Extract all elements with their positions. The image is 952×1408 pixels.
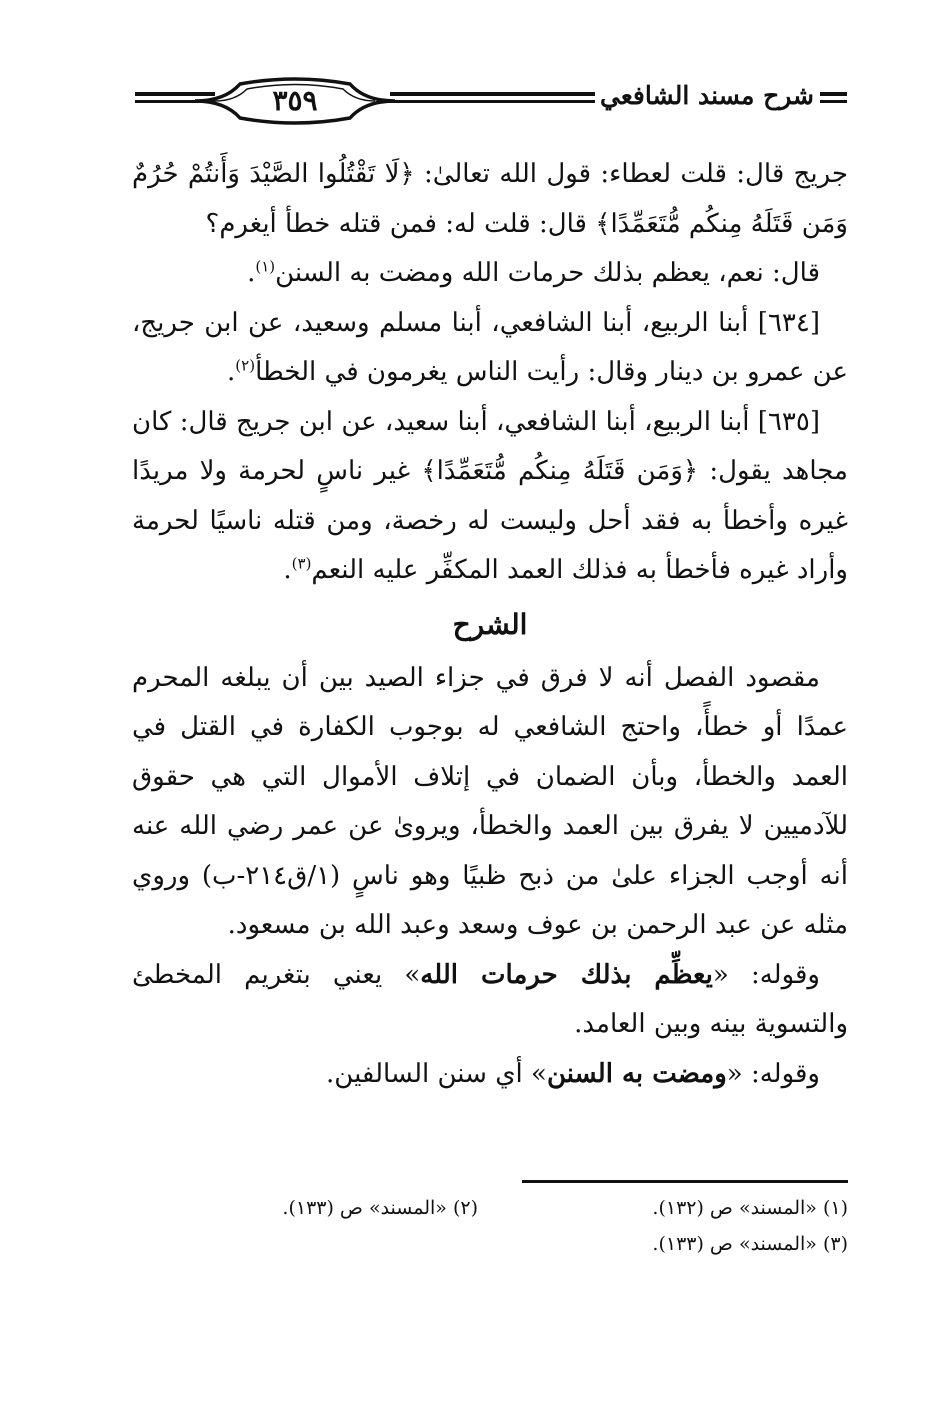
paragraph: [٦٣٤] أبنا الربيع، أبنا الشافعي، أبنا مسلم وسعيد، عن ابن جريج، عن عمرو بن دينار وقال: رأيت الناس يغرمون في الخطأ$^{(٢)}$. — [132, 307, 848, 387]
footnote-row — [200, 1190, 848, 1226]
header-rule — [820, 100, 847, 103]
header-rule — [390, 92, 595, 96]
paragraph-text: وقوله: « — [712, 959, 820, 990]
footnote-ref: (١) — [255, 257, 276, 276]
footnotes — [200, 1190, 848, 1262]
footnote-row — [200, 1226, 848, 1262]
paragraph — [132, 150, 848, 249]
page-number: ٣٥٩ — [272, 84, 318, 117]
quoted-phrase: يعظِّم بذلك حرمات الله — [420, 959, 713, 990]
paragraph — [132, 1050, 848, 1100]
footnote: (٢) «المسند» ص (١٣٣). — [282, 1197, 478, 1219]
paragraph-text: وقوله: « — [726, 1058, 820, 1089]
paragraph-text: قال: نعم، يعظم بذلك حرمات الله ومضت به السنن — [275, 258, 820, 288]
paragraph — [132, 951, 848, 1050]
header-rule — [390, 100, 595, 103]
page-header — [135, 70, 847, 132]
paragraph-text: [٦٣٥] أبنا الربيع، أبنا الشافعي، أبنا سعيد، عن ابن جريج قال: كان مجاهد يقول: ﴿وَمَن قَتَلَهُ مِنكُم مُّتَعَمِّدًا﴾ غير ناسٍ لحرمة ولا مريدًا غيره وأخطأ به فقد أحل وليست له رخصة، ومن قتله ناسيًا لحرمة وأراد غيره فأخطأ به فذلك العمد المكفِّر عليه النعم — [132, 406, 848, 585]
quoted-phrase: ومضت به السنن — [546, 1058, 727, 1089]
paragraph: [٦٣٥] أبنا الربيع، أبنا الشافعي، أبنا سعيد، عن ابن جريج قال: كان مجاهد يقول: ﴿وَمَن قَتَلَهُ مِنكُم مُّتَعَمِّدًا﴾ غير ناسٍ لحرمة ولا مريدًا غيره وأخطأ به فقد أحل وليست له رخصة، ومن قتله ناسيًا لحرمة وأراد غيره فأخطأ به فذلك العمد المكفِّر عليه النعم$^{(٣)}$. — [132, 406, 848, 585]
paragraph — [132, 654, 848, 951]
paragraph-text: » يعني بتغريم المخطئ والتسوية بينه وبين العامد. — [132, 959, 848, 1039]
paragraph-text: جريج قال: قلت لعطاء: قول الله تعالىٰ: ﴿لَا تَقْتُلُوا الصَّيْدَ وَأَنتُمْ حُرُمٌ وَمَن قَتَلَهُ مِنكُم مُّتَعَمِّدًا﴾ قال: قلت له: فمن قتله خطأ أيغرم؟ — [132, 159, 848, 239]
paragraph: قال: نعم، يعظم بذلك حرمات الله ومضت به السنن$^{(١)}$. — [247, 257, 820, 288]
running-title: شرح مسند الشافعي — [600, 81, 814, 110]
paragraph-text: » أي سنن السالفين. — [326, 1058, 547, 1089]
header-rule — [820, 92, 847, 96]
footnote-ref: (٢) — [235, 356, 256, 375]
footnote-separator — [522, 1180, 848, 1183]
paragraph-text: مقصود الفصل أنه لا فرق في جزاء الصيد بين أن يبلغه المحرم عمدًا أو خطأً، واحتج الشافعي له بوجوب الكفارة في القتل في العمد والخطأ، وبأن الضمان في إتلاف الأموال التي هي حقوق للآدميين لا يفرق بين العمد والخطأ، ويروىٰ عن عمر رضي الله عنه أنه أوجب الجزاء علىٰ من ذبح ظبيًا وهو ناسٍ (١/ق٢١٤-ب) وروي مثله عن عبد الرحمن بن عوف وسعد وعبد الله بن مسعود. — [132, 662, 848, 940]
footnote: (٣) «المسند» ص (١٣٣). — [652, 1233, 848, 1255]
section-heading: الشرح — [452, 607, 528, 641]
footnote: (١) «المسند» ص (١٣٢). — [652, 1197, 848, 1219]
main-text — [132, 150, 848, 1099]
paragraph-text: [٦٣٤] أبنا الربيع، أبنا الشافعي، أبنا مسلم وسعيد، عن ابن جريج، عن عمرو بن دينار وقال: رأيت الناس يغرمون في الخطأ — [132, 307, 848, 387]
footnote-ref: (٣) — [291, 554, 312, 573]
